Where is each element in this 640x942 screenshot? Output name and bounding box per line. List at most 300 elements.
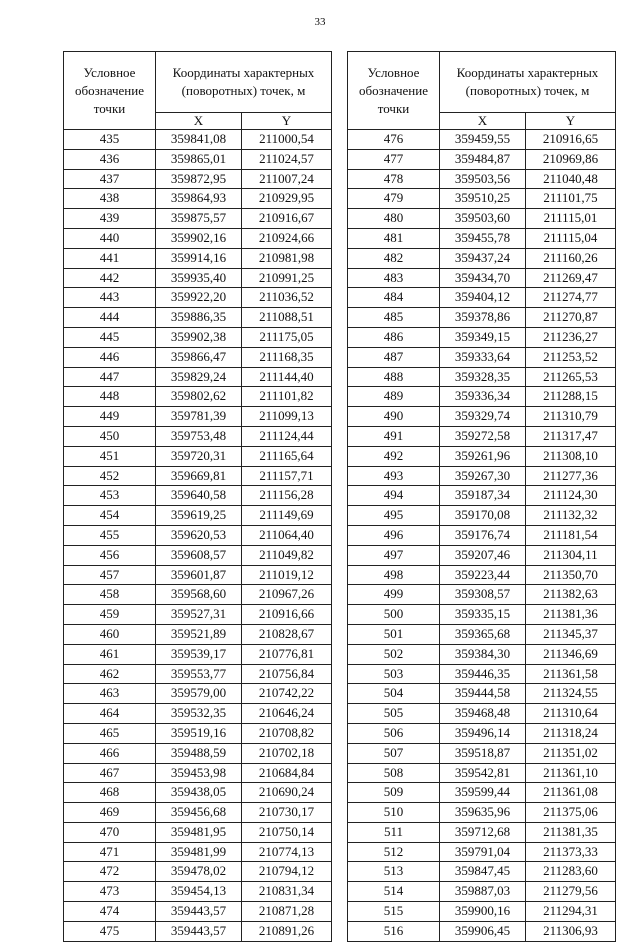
y-coordinate-cell: 211157,71 <box>242 466 332 486</box>
point-number-cell: 516 <box>348 921 440 941</box>
table-row <box>348 664 616 684</box>
table-row <box>348 169 616 189</box>
x-coordinate-cell: 359866,47 <box>156 347 242 367</box>
x-coordinate-cell: 359519,16 <box>156 723 242 743</box>
table-row <box>348 684 616 704</box>
y-coordinate-cell: 211124,44 <box>242 426 332 446</box>
x-coordinate-cell: 359542,81 <box>440 763 526 783</box>
table-row <box>348 347 616 367</box>
y-coordinate-cell: 211283,60 <box>526 862 616 882</box>
table-row <box>64 525 332 545</box>
y-coordinate-cell: 210756,84 <box>242 664 332 684</box>
table-row <box>348 288 616 308</box>
y-coordinate-cell: 211308,10 <box>526 446 616 466</box>
table-row <box>64 407 332 427</box>
table-row <box>348 327 616 347</box>
x-coordinate-cell: 359900,16 <box>440 902 526 922</box>
point-number-cell: 485 <box>348 308 440 328</box>
table-row <box>64 347 332 367</box>
point-number-cell: 447 <box>64 367 156 387</box>
x-coordinate-cell: 359619,25 <box>156 506 242 526</box>
y-coordinate-cell: 211168,35 <box>242 347 332 367</box>
point-number-cell: 467 <box>64 763 156 783</box>
header-y: Y <box>526 113 616 130</box>
table-row <box>348 367 616 387</box>
point-number-cell: 437 <box>64 169 156 189</box>
table-row <box>348 763 616 783</box>
point-number-cell: 481 <box>348 228 440 248</box>
table-row <box>64 763 332 783</box>
x-coordinate-cell: 359488,59 <box>156 743 242 763</box>
table-row <box>348 130 616 150</box>
y-coordinate-cell: 210891,26 <box>242 921 332 941</box>
y-coordinate-cell: 211181,54 <box>526 525 616 545</box>
y-coordinate-cell: 211236,27 <box>526 327 616 347</box>
point-number-cell: 511 <box>348 822 440 842</box>
y-coordinate-cell: 211324,55 <box>526 684 616 704</box>
point-number-cell: 451 <box>64 446 156 466</box>
y-coordinate-cell: 210871,28 <box>242 902 332 922</box>
table-row <box>64 149 332 169</box>
y-coordinate-cell: 211361,08 <box>526 783 616 803</box>
x-coordinate-cell: 359308,57 <box>440 585 526 605</box>
table-row <box>64 644 332 664</box>
x-coordinate-cell: 359841,08 <box>156 130 242 150</box>
header-x: X <box>156 113 242 130</box>
point-number-cell: 454 <box>64 506 156 526</box>
point-number-cell: 439 <box>64 209 156 229</box>
table-row <box>64 248 332 268</box>
table-row <box>348 605 616 625</box>
table-row <box>64 803 332 823</box>
table-row <box>64 130 332 150</box>
point-number-cell: 503 <box>348 664 440 684</box>
table-row <box>348 585 616 605</box>
table-row <box>348 565 616 585</box>
point-number-cell: 490 <box>348 407 440 427</box>
x-coordinate-cell: 359872,95 <box>156 169 242 189</box>
y-coordinate-cell: 210916,65 <box>526 130 616 150</box>
table-row <box>64 921 332 941</box>
x-coordinate-cell: 359791,04 <box>440 842 526 862</box>
y-coordinate-cell: 211156,28 <box>242 486 332 506</box>
point-number-cell: 514 <box>348 882 440 902</box>
table-row <box>348 704 616 724</box>
y-coordinate-cell: 211088,51 <box>242 308 332 328</box>
point-number-cell: 479 <box>348 189 440 209</box>
point-number-cell: 495 <box>348 506 440 526</box>
y-coordinate-cell: 211382,63 <box>526 585 616 605</box>
x-coordinate-cell: 359922,20 <box>156 288 242 308</box>
y-coordinate-cell: 211165,64 <box>242 446 332 466</box>
y-coordinate-cell: 211007,24 <box>242 169 332 189</box>
point-number-cell: 460 <box>64 624 156 644</box>
y-coordinate-cell: 211288,15 <box>526 387 616 407</box>
x-coordinate-cell: 359669,81 <box>156 466 242 486</box>
point-number-cell: 441 <box>64 248 156 268</box>
x-coordinate-cell: 359608,57 <box>156 545 242 565</box>
point-number-cell: 501 <box>348 624 440 644</box>
table-row <box>64 288 332 308</box>
table-row <box>64 308 332 328</box>
point-number-cell: 465 <box>64 723 156 743</box>
table-row <box>348 803 616 823</box>
x-coordinate-cell: 359456,68 <box>156 803 242 823</box>
x-coordinate-cell: 359712,68 <box>440 822 526 842</box>
table-row <box>64 684 332 704</box>
point-number-cell: 438 <box>64 189 156 209</box>
point-number-cell: 504 <box>348 684 440 704</box>
y-coordinate-cell: 210981,98 <box>242 248 332 268</box>
table-row <box>348 921 616 941</box>
y-coordinate-cell: 210991,25 <box>242 268 332 288</box>
y-coordinate-cell: 211115,01 <box>526 209 616 229</box>
y-coordinate-cell: 211124,30 <box>526 486 616 506</box>
y-coordinate-cell: 211274,77 <box>526 288 616 308</box>
y-coordinate-cell: 211318,24 <box>526 723 616 743</box>
x-coordinate-cell: 359847,45 <box>440 862 526 882</box>
point-number-cell: 513 <box>348 862 440 882</box>
table-row <box>348 446 616 466</box>
table-row <box>348 624 616 644</box>
x-coordinate-cell: 359527,31 <box>156 605 242 625</box>
point-number-cell: 470 <box>64 822 156 842</box>
table-row <box>348 466 616 486</box>
page-number: 33 <box>314 16 326 28</box>
table-row <box>64 882 332 902</box>
point-number-cell: 489 <box>348 387 440 407</box>
point-number-cell: 496 <box>348 525 440 545</box>
x-coordinate-cell: 359223,44 <box>440 565 526 585</box>
y-coordinate-cell: 210929,95 <box>242 189 332 209</box>
point-number-cell: 502 <box>348 644 440 664</box>
table-row <box>64 783 332 803</box>
x-coordinate-cell: 359261,96 <box>440 446 526 466</box>
y-coordinate-cell: 211101,75 <box>526 189 616 209</box>
point-number-cell: 463 <box>64 684 156 704</box>
point-number-cell: 484 <box>348 288 440 308</box>
y-coordinate-cell: 211064,40 <box>242 525 332 545</box>
table-row <box>64 268 332 288</box>
coordinates-table-right <box>347 51 616 942</box>
x-coordinate-cell: 359335,15 <box>440 605 526 625</box>
x-coordinate-cell: 359170,08 <box>440 506 526 526</box>
point-number-cell: 505 <box>348 704 440 724</box>
y-coordinate-cell: 210969,86 <box>526 149 616 169</box>
y-coordinate-cell: 211381,35 <box>526 822 616 842</box>
x-coordinate-cell: 359484,87 <box>440 149 526 169</box>
table-row <box>64 664 332 684</box>
table-row <box>64 624 332 644</box>
x-coordinate-cell: 359176,74 <box>440 525 526 545</box>
y-coordinate-cell: 210967,26 <box>242 585 332 605</box>
header-point-label: Условное обозначение точки <box>64 52 156 130</box>
y-coordinate-cell: 210828,67 <box>242 624 332 644</box>
y-coordinate-cell: 211149,69 <box>242 506 332 526</box>
y-coordinate-cell: 210776,81 <box>242 644 332 664</box>
x-coordinate-cell: 359914,16 <box>156 248 242 268</box>
table-row <box>348 882 616 902</box>
y-coordinate-cell: 211115,04 <box>526 228 616 248</box>
table-row <box>348 743 616 763</box>
point-number-cell: 472 <box>64 862 156 882</box>
x-coordinate-cell: 359333,64 <box>440 347 526 367</box>
y-coordinate-cell: 211310,64 <box>526 704 616 724</box>
point-number-cell: 448 <box>64 387 156 407</box>
y-coordinate-cell: 210750,14 <box>242 822 332 842</box>
table-row <box>64 169 332 189</box>
table-row <box>64 327 332 347</box>
point-number-cell: 436 <box>64 149 156 169</box>
y-coordinate-cell: 211306,93 <box>526 921 616 941</box>
point-number-cell: 491 <box>348 426 440 446</box>
x-coordinate-cell: 359829,24 <box>156 367 242 387</box>
x-coordinate-cell: 359481,95 <box>156 822 242 842</box>
table-row <box>64 446 332 466</box>
x-coordinate-cell: 359438,05 <box>156 783 242 803</box>
point-number-cell: 506 <box>348 723 440 743</box>
table-row <box>348 308 616 328</box>
point-number-cell: 468 <box>64 783 156 803</box>
point-number-cell: 475 <box>64 921 156 941</box>
point-number-cell: 494 <box>348 486 440 506</box>
x-coordinate-cell: 359864,93 <box>156 189 242 209</box>
point-number-cell: 497 <box>348 545 440 565</box>
y-coordinate-cell: 211350,70 <box>526 565 616 585</box>
y-coordinate-cell: 210690,24 <box>242 783 332 803</box>
table-row <box>348 486 616 506</box>
x-coordinate-cell: 359328,35 <box>440 367 526 387</box>
table-row <box>348 426 616 446</box>
header-coords-label: Координаты характерных (поворотных) точек, м <box>156 52 332 113</box>
x-coordinate-cell: 359781,39 <box>156 407 242 427</box>
point-number-cell: 440 <box>64 228 156 248</box>
y-coordinate-cell: 210702,18 <box>242 743 332 763</box>
x-coordinate-cell: 359720,31 <box>156 446 242 466</box>
point-number-cell: 483 <box>348 268 440 288</box>
y-coordinate-cell: 211265,53 <box>526 367 616 387</box>
x-coordinate-cell: 359620,53 <box>156 525 242 545</box>
point-number-cell: 461 <box>64 644 156 664</box>
point-number-cell: 445 <box>64 327 156 347</box>
table-row <box>64 189 332 209</box>
x-coordinate-cell: 359553,77 <box>156 664 242 684</box>
x-coordinate-cell: 359539,17 <box>156 644 242 664</box>
table-row <box>64 506 332 526</box>
x-coordinate-cell: 359336,34 <box>440 387 526 407</box>
y-coordinate-cell: 211175,05 <box>242 327 332 347</box>
y-coordinate-cell: 210774,13 <box>242 842 332 862</box>
point-number-cell: 456 <box>64 545 156 565</box>
point-number-cell: 453 <box>64 486 156 506</box>
point-number-cell: 507 <box>348 743 440 763</box>
table-row <box>348 723 616 743</box>
table-row <box>64 466 332 486</box>
point-number-cell: 442 <box>64 268 156 288</box>
point-number-cell: 462 <box>64 664 156 684</box>
point-number-cell: 469 <box>64 803 156 823</box>
table-row <box>348 525 616 545</box>
table-row <box>348 644 616 664</box>
x-coordinate-cell: 359267,30 <box>440 466 526 486</box>
x-coordinate-cell: 359886,35 <box>156 308 242 328</box>
y-coordinate-cell: 211304,11 <box>526 545 616 565</box>
x-coordinate-cell: 359875,57 <box>156 209 242 229</box>
table-row <box>348 149 616 169</box>
point-number-cell: 457 <box>64 565 156 585</box>
point-number-cell: 480 <box>348 209 440 229</box>
table-row <box>348 268 616 288</box>
point-number-cell: 493 <box>348 466 440 486</box>
point-number-cell: 487 <box>348 347 440 367</box>
table-row <box>64 723 332 743</box>
table-row <box>64 209 332 229</box>
y-coordinate-cell: 210831,34 <box>242 882 332 902</box>
x-coordinate-cell: 359802,62 <box>156 387 242 407</box>
x-coordinate-cell: 359902,38 <box>156 327 242 347</box>
point-number-cell: 498 <box>348 565 440 585</box>
point-number-cell: 455 <box>64 525 156 545</box>
y-coordinate-cell: 211253,52 <box>526 347 616 367</box>
y-coordinate-cell: 211101,82 <box>242 387 332 407</box>
point-number-cell: 473 <box>64 882 156 902</box>
table-row <box>348 387 616 407</box>
point-number-cell: 477 <box>348 149 440 169</box>
point-number-cell: 474 <box>64 902 156 922</box>
table-row <box>64 426 332 446</box>
x-coordinate-cell: 359443,57 <box>156 902 242 922</box>
x-coordinate-cell: 359887,03 <box>440 882 526 902</box>
point-number-cell: 499 <box>348 585 440 605</box>
x-coordinate-cell: 359444,58 <box>440 684 526 704</box>
y-coordinate-cell: 211317,47 <box>526 426 616 446</box>
x-coordinate-cell: 359906,45 <box>440 921 526 941</box>
header-x: X <box>440 113 526 130</box>
table-row <box>64 585 332 605</box>
x-coordinate-cell: 359518,87 <box>440 743 526 763</box>
x-coordinate-cell: 359481,99 <box>156 842 242 862</box>
point-number-cell: 510 <box>348 803 440 823</box>
x-coordinate-cell: 359532,35 <box>156 704 242 724</box>
table-row <box>64 704 332 724</box>
table-row <box>64 822 332 842</box>
point-number-cell: 471 <box>64 842 156 862</box>
point-number-cell: 492 <box>348 446 440 466</box>
y-coordinate-cell: 211000,54 <box>242 130 332 150</box>
y-coordinate-cell: 210646,24 <box>242 704 332 724</box>
table-row <box>64 545 332 565</box>
x-coordinate-cell: 359365,68 <box>440 624 526 644</box>
y-coordinate-cell: 210742,22 <box>242 684 332 704</box>
y-coordinate-cell: 211277,36 <box>526 466 616 486</box>
x-coordinate-cell: 359601,87 <box>156 565 242 585</box>
x-coordinate-cell: 359349,15 <box>440 327 526 347</box>
table-row <box>64 605 332 625</box>
table-row <box>64 842 332 862</box>
y-coordinate-cell: 211351,02 <box>526 743 616 763</box>
point-number-cell: 488 <box>348 367 440 387</box>
x-coordinate-cell: 359443,57 <box>156 921 242 941</box>
y-coordinate-cell: 211099,13 <box>242 407 332 427</box>
x-coordinate-cell: 359579,00 <box>156 684 242 704</box>
header-y: Y <box>242 113 332 130</box>
coordinates-table-left <box>63 51 332 942</box>
y-coordinate-cell: 211132,32 <box>526 506 616 526</box>
y-coordinate-cell: 211375,06 <box>526 803 616 823</box>
x-coordinate-cell: 359521,89 <box>156 624 242 644</box>
table-row <box>64 367 332 387</box>
x-coordinate-cell: 359599,44 <box>440 783 526 803</box>
y-coordinate-cell: 211381,36 <box>526 605 616 625</box>
point-number-cell: 478 <box>348 169 440 189</box>
y-coordinate-cell: 211270,87 <box>526 308 616 328</box>
x-coordinate-cell: 359503,56 <box>440 169 526 189</box>
x-coordinate-cell: 359478,02 <box>156 862 242 882</box>
x-coordinate-cell: 359434,70 <box>440 268 526 288</box>
point-number-cell: 482 <box>348 248 440 268</box>
y-coordinate-cell: 210924,66 <box>242 228 332 248</box>
x-coordinate-cell: 359496,14 <box>440 723 526 743</box>
y-coordinate-cell: 211024,57 <box>242 149 332 169</box>
y-coordinate-cell: 211373,33 <box>526 842 616 862</box>
point-number-cell: 500 <box>348 605 440 625</box>
x-coordinate-cell: 359935,40 <box>156 268 242 288</box>
table-row <box>348 842 616 862</box>
header-point-label: Условное обозначение точки <box>348 52 440 130</box>
table-row <box>348 506 616 526</box>
header-coords-label: Координаты характерных (поворотных) точек, м <box>440 52 616 113</box>
x-coordinate-cell: 359378,86 <box>440 308 526 328</box>
point-number-cell: 435 <box>64 130 156 150</box>
y-coordinate-cell: 210730,17 <box>242 803 332 823</box>
y-coordinate-cell: 211279,56 <box>526 882 616 902</box>
table-row <box>64 228 332 248</box>
x-coordinate-cell: 359454,13 <box>156 882 242 902</box>
y-coordinate-cell: 211294,31 <box>526 902 616 922</box>
point-number-cell: 449 <box>64 407 156 427</box>
x-coordinate-cell: 359207,46 <box>440 545 526 565</box>
x-coordinate-cell: 359453,98 <box>156 763 242 783</box>
point-number-cell: 458 <box>64 585 156 605</box>
point-number-cell: 446 <box>64 347 156 367</box>
y-coordinate-cell: 211310,79 <box>526 407 616 427</box>
table-row <box>348 407 616 427</box>
y-coordinate-cell: 210708,82 <box>242 723 332 743</box>
x-coordinate-cell: 359459,55 <box>440 130 526 150</box>
table-row <box>64 743 332 763</box>
y-coordinate-cell: 211269,47 <box>526 268 616 288</box>
point-number-cell: 508 <box>348 763 440 783</box>
x-coordinate-cell: 359272,58 <box>440 426 526 446</box>
table-row <box>348 248 616 268</box>
y-coordinate-cell: 210916,66 <box>242 605 332 625</box>
y-coordinate-cell: 211346,69 <box>526 644 616 664</box>
table-row <box>348 822 616 842</box>
table-row <box>348 545 616 565</box>
x-coordinate-cell: 359640,58 <box>156 486 242 506</box>
table-row <box>348 783 616 803</box>
x-coordinate-cell: 359635,96 <box>440 803 526 823</box>
x-coordinate-cell: 359437,24 <box>440 248 526 268</box>
x-coordinate-cell: 359468,48 <box>440 704 526 724</box>
y-coordinate-cell: 211049,82 <box>242 545 332 565</box>
point-number-cell: 450 <box>64 426 156 446</box>
x-coordinate-cell: 359510,25 <box>440 189 526 209</box>
x-coordinate-cell: 359455,78 <box>440 228 526 248</box>
table-row <box>64 565 332 585</box>
y-coordinate-cell: 211345,37 <box>526 624 616 644</box>
point-number-cell: 444 <box>64 308 156 328</box>
